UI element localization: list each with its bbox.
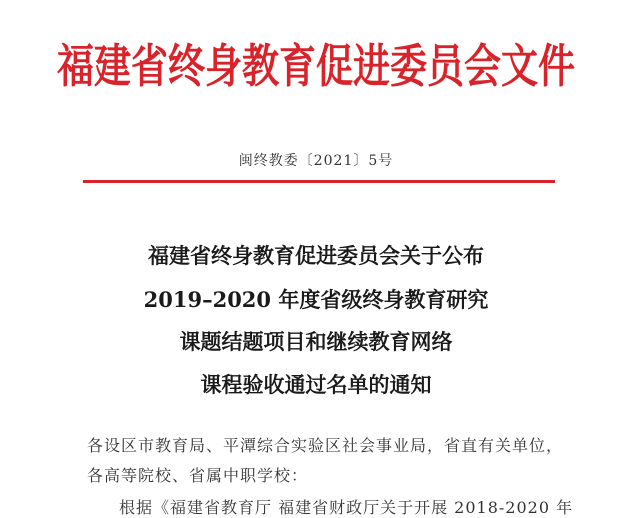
body-line-2: 各高等院校、省属中职学校：: [87, 466, 309, 485]
body-line-1: 各设区市教育局、平潭综合实验区社会事业局，省直有关单位，: [87, 436, 564, 455]
document-header-title: 福建省终身教育促进委员会文件: [57, 38, 575, 93]
notice-title-line-2: 2019–2020 年度省级终身教育研究: [143, 287, 489, 312]
notice-title-line-4: 课程验收通过名单的通知: [200, 372, 432, 397]
header-divider: [83, 180, 555, 183]
body-line-3: 根据《福建省教育厅 福建省财政厅关于开展 2018-2020 年: [119, 498, 574, 517]
notice-title-line-1: 福建省终身教育促进委员会关于公布: [148, 243, 484, 268]
document-number: 闽终教委〔2021〕5号: [238, 153, 394, 169]
notice-title-line-3: 课题结题项目和继续教育网络: [179, 329, 453, 354]
